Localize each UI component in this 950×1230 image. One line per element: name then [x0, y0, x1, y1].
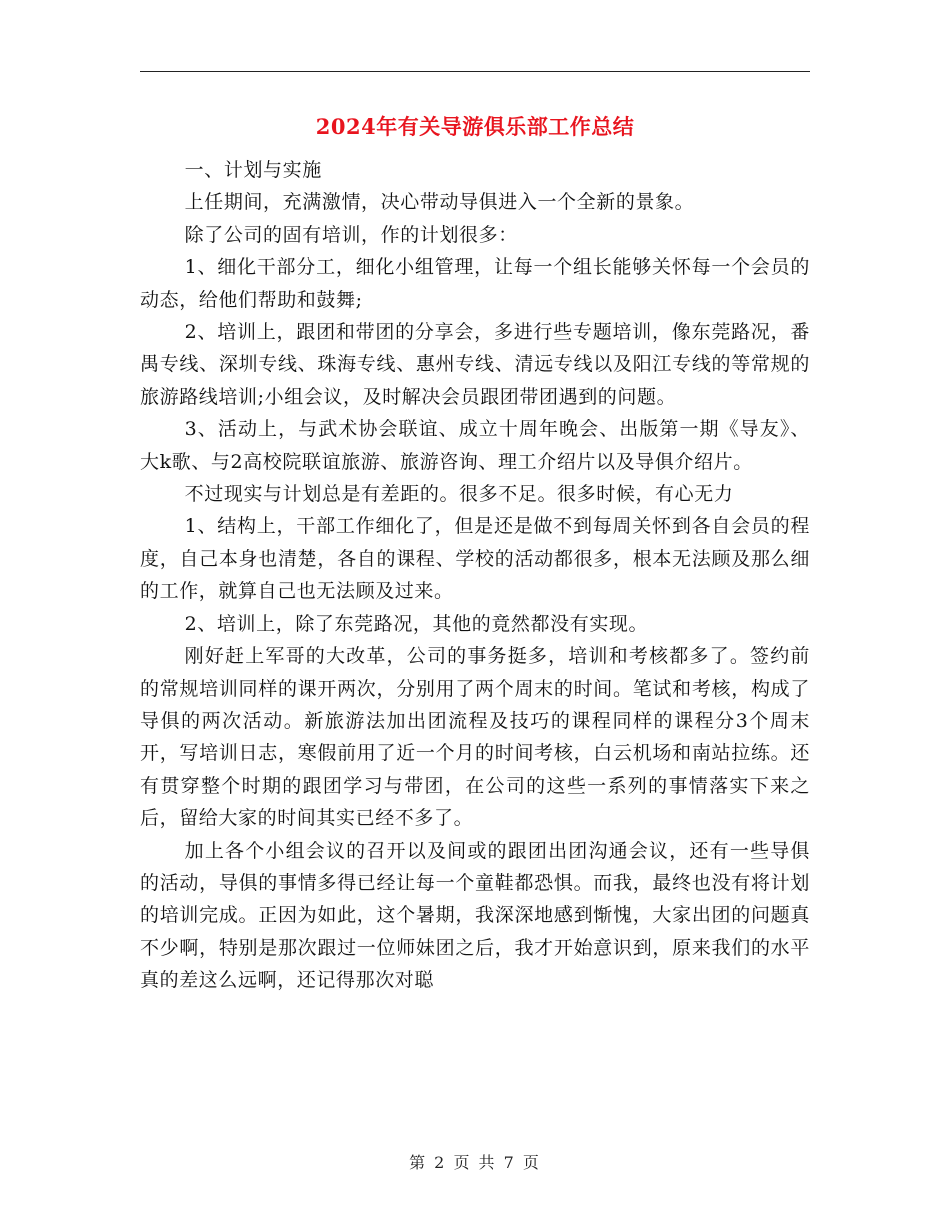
paragraph: 2、培训上，跟团和带团的分享会，多进行些专题培训，像东莞路况，番禺专线、深圳专线、珠海专线、惠州专线、清远专线以及阳江专线的等常规的旅游路线培训;小组会议，及时解决会员跟团带团遇到的问题。 [140, 321, 810, 408]
paragraph: 加上各个小组会议的召开以及间或的跟团出团沟通会议，还有一些导俱的活动，导俱的事情多得已经让每一个童鞋都恐惧。而我，最终也没有将计划的培训完成。正因为如此，这个暑期，我深深地感到惭愧，大家出团的问题真不少啊，特别是那次跟过一位师妹团之后，我才开始意识到，原来我们的水平真的差这么远啊，还记得那次对聪 [140, 839, 810, 992]
page-number: 第 2 页 共 7 页 [409, 1153, 541, 1172]
paragraph: 1、细化干部分工，细化小组管理，让每一个组长能够关怀每一个会员的动态，给他们帮助和鼓舞; [140, 256, 810, 311]
paragraph: 除了公司的固有培训，作的计划很多： [184, 223, 518, 246]
document-title: 2024年有关导游俱乐部工作总结 [315, 114, 635, 139]
paragraph: 不过现实与计划总是有差距的。很多不足。很多时候，有心无力 [184, 483, 734, 506]
document-body [140, 154, 810, 997]
paragraph: 刚好赶上军哥的大改革，公司的事务挺多，培训和考核都多了。签约前的常规培训同样的课开两次，分别用了两个周末的时间。笔试和考核，构成了导俱的两次活动。新旅游法加出团流程及技巧的课程同样的课程分3个周末开，写培训日志，寒假前用了近一个月的时间考核，白云机场和南站拉练。还有贯穿整个时期的跟团学习与带团，在公司的这些一系列的事情落实下来之后，留给大家的时间其实已经不多了。 [140, 645, 810, 830]
header-rule [140, 71, 810, 72]
section-heading: 一、计划与实施 [184, 159, 322, 181]
paragraph: 上任期间，充满激情，决心带动导俱进入一个全新的景象。 [184, 191, 695, 214]
paragraph: 2、培训上，除了东莞路况，其他的竟然都没有实现。 [184, 612, 649, 635]
paragraph: 3、活动上，与武术协会联谊、成立十周年晚会、出版第一期《导友》、大k歌、与2高校院联谊旅游、旅游咨询、理工介绍片以及导俱介绍片。 [140, 418, 810, 473]
paragraph: 1、结构上，干部工作细化了，但是还是做不到每周关怀到各自会员的程度，自己本身也清楚，各自的课程、学校的活动都很多，根本无法顾及那么细的工作，就算自己也无法顾及过来。 [140, 515, 810, 603]
